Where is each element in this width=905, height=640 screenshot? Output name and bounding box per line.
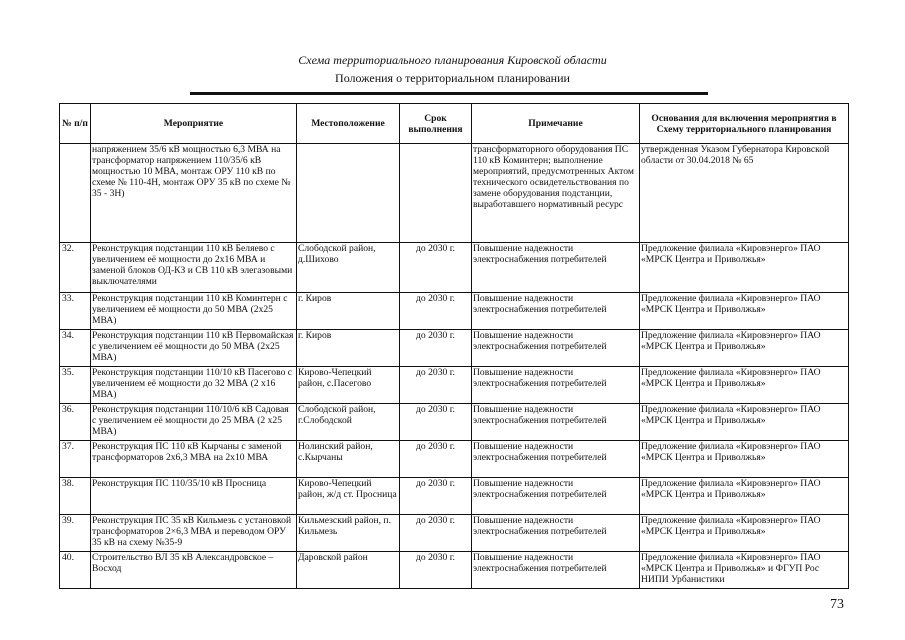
table-row	[60, 293, 849, 330]
row-basis: Предложение филиала «Кировэнерго» ПАО «МРСК Центра и Приволжья»	[640, 293, 849, 330]
row-note: Повышение надежности электроснабжения потребителей	[472, 441, 640, 478]
row-event: Реконструкция ПС 35 кВ Кильмезь с установкой трансформаторов 2×6,3 МВА и переводом ОРУ 35 кВ на схему №35-9	[91, 515, 297, 552]
table-row	[60, 552, 849, 589]
table-row	[60, 144, 849, 243]
row-location: Кирово-Чепецкий район, с.Пасегово	[297, 367, 400, 404]
row-note: Повышение надежности электроснабжения потребителей	[472, 367, 640, 404]
row-term: до 2030 г.	[400, 441, 472, 478]
row-note: Повышение надежности электроснабжения потребителей	[472, 293, 640, 330]
row-number: 38.	[60, 478, 91, 515]
row-basis: Предложение филиала «Кировэнерго» ПАО «МРСК Центра и Приволжья»	[640, 478, 849, 515]
row-event: Реконструкция подстанции 110 кВ Коминтерн с увеличением её мощности до 50 МВА (2х25 МВА)	[91, 293, 297, 330]
row-term: до 2030 г.	[400, 515, 472, 552]
row-term: до 2030 г.	[400, 478, 472, 515]
row-location: Нолинский район, с.Кырчаны	[297, 441, 400, 478]
row-number: 35.	[60, 367, 91, 404]
row-note: Повышение надежности электроснабжения потребителей	[472, 404, 640, 441]
row-location: Кирово-Чепецкий район, ж/д ст. Просница	[297, 478, 400, 515]
row-basis: Предложение филиала «Кировэнерго» ПАО «МРСК Центра и Приволжья»	[640, 243, 849, 293]
row-number: 33.	[60, 293, 91, 330]
table-header-row	[60, 104, 849, 144]
table-row	[60, 330, 849, 367]
table-row	[60, 243, 849, 293]
row-number: 36.	[60, 404, 91, 441]
column-header-number: № п/п	[60, 104, 91, 144]
row-term: до 2030 г.	[400, 293, 472, 330]
row-basis: Предложение филиала «Кировэнерго» ПАО «МРСК Центра и Приволжья»	[640, 330, 849, 367]
row-location	[297, 144, 400, 243]
row-note: Повышение надежности электроснабжения потребителей	[472, 243, 640, 293]
row-note: Повышение надежности электроснабжения потребителей	[472, 552, 640, 589]
row-event: Реконструкция ПС 110 кВ Кырчаны с заменой трансформаторов 2х6,3 МВА на 2х10 МВА	[91, 441, 297, 478]
row-basis: утвержденная Указом Губернатора Кировской области от 30.04.2018 № 65	[640, 144, 849, 243]
row-number: 39.	[60, 515, 91, 552]
column-header-basis: Основания для включения мероприятия в Схему территориального планирования	[640, 104, 849, 144]
row-term: до 2030 г.	[400, 404, 472, 441]
table-row	[60, 441, 849, 478]
row-event: Реконструкция подстанции 110 кВ Первомайская с увеличением её мощности до 50 МВА (2х25 МВА)	[91, 330, 297, 367]
row-basis: Предложение филиала «Кировэнерго» ПАО «МРСК Центра и Приволжья» и ФГУП Рос НИПИ Урбанистики	[640, 552, 849, 589]
row-event: Реконструкция ПС 110/35/10 кВ Просница	[91, 478, 297, 515]
row-location: Слободской район, д.Шихово	[297, 243, 400, 293]
row-event: Реконструкция подстанции 110/10 кВ Пасегово с увеличением её мощности до 32 МВА (2 х16 МВА)	[91, 367, 297, 404]
row-term: до 2030 г.	[400, 330, 472, 367]
row-basis: Предложение филиала «Кировэнерго» ПАО «МРСК Центра и Приволжья»	[640, 441, 849, 478]
table-row	[60, 515, 849, 552]
measures-table	[59, 103, 849, 589]
row-number: 37.	[60, 441, 91, 478]
row-note: Повышение надежности электроснабжения потребителей	[472, 478, 640, 515]
row-number: 34.	[60, 330, 91, 367]
table-row	[60, 404, 849, 441]
row-note: трансформаторного оборудования ПС 110 кВ Коминтерн; выполнение мероприятий, предусмотренных Актом технического освидетельствования по замене оборудования подстанции, выработавшего нормативный ресурс	[472, 144, 640, 243]
row-event: напряжением 35/6 кВ мощностью 6,3 МВА на трансформатор напряжением 110/35/6 кВ мощностью 10 МВА, монтаж ОРУ 110 кВ по схеме № 110-4Н, монтаж ОРУ 35 кВ по схеме № 35 - 3Н)	[91, 144, 297, 243]
column-header-term: Срок выполнения	[400, 104, 472, 144]
document-title: Схема территориального планирования Кировской области	[298, 53, 607, 67]
page-number: 73	[830, 597, 844, 612]
table-row	[60, 367, 849, 404]
document-subtitle: Положения о территориальном планировании	[335, 71, 570, 85]
row-event: Реконструкция подстанции 110/10/6 кВ Садовая с увеличением её мощности до 25 МВА (2 х25 МВА)	[91, 404, 297, 441]
row-location: Слободской район, г.Слободской	[297, 404, 400, 441]
row-location: г. Киров	[297, 293, 400, 330]
row-basis: Предложение филиала «Кировэнерго» ПАО «МРСК Центра и Приволжья»	[640, 515, 849, 552]
row-location: Кильмезский район, п. Кильмезь	[297, 515, 400, 552]
column-header-note: Примечание	[472, 104, 640, 144]
column-header-location: Местоположение	[297, 104, 400, 144]
row-basis: Предложение филиала «Кировэнерго» ПАО «МРСК Центра и Приволжья»	[640, 367, 849, 404]
row-location: г. Киров	[297, 330, 400, 367]
column-header-event: Мероприятие	[91, 104, 297, 144]
row-note: Повышение надежности электроснабжения потребителей	[472, 330, 640, 367]
row-note: Повышение надежности электроснабжения потребителей	[472, 515, 640, 552]
row-number	[60, 144, 91, 243]
row-number: 40.	[60, 552, 91, 589]
row-event: Строительство ВЛ 35 кВ Александровское – Восход	[91, 552, 297, 589]
row-number: 32.	[60, 243, 91, 293]
row-term: до 2030 г.	[400, 367, 472, 404]
header-divider	[190, 92, 708, 95]
row-basis: Предложение филиала «Кировэнерго» ПАО «МРСК Центра и Приволжья»	[640, 404, 849, 441]
row-term: до 2030 г.	[400, 243, 472, 293]
row-location: Даровской район	[297, 552, 400, 589]
row-event: Реконструкция подстанции 110 кВ Беляево с увеличением её мощности до 2х16 МВА и заменой блоков ОД-КЗ и СВ 110 кВ элегазовыми выключателями	[91, 243, 297, 293]
row-term	[400, 144, 472, 243]
table-row	[60, 478, 849, 515]
row-term: до 2030 г.	[400, 552, 472, 589]
